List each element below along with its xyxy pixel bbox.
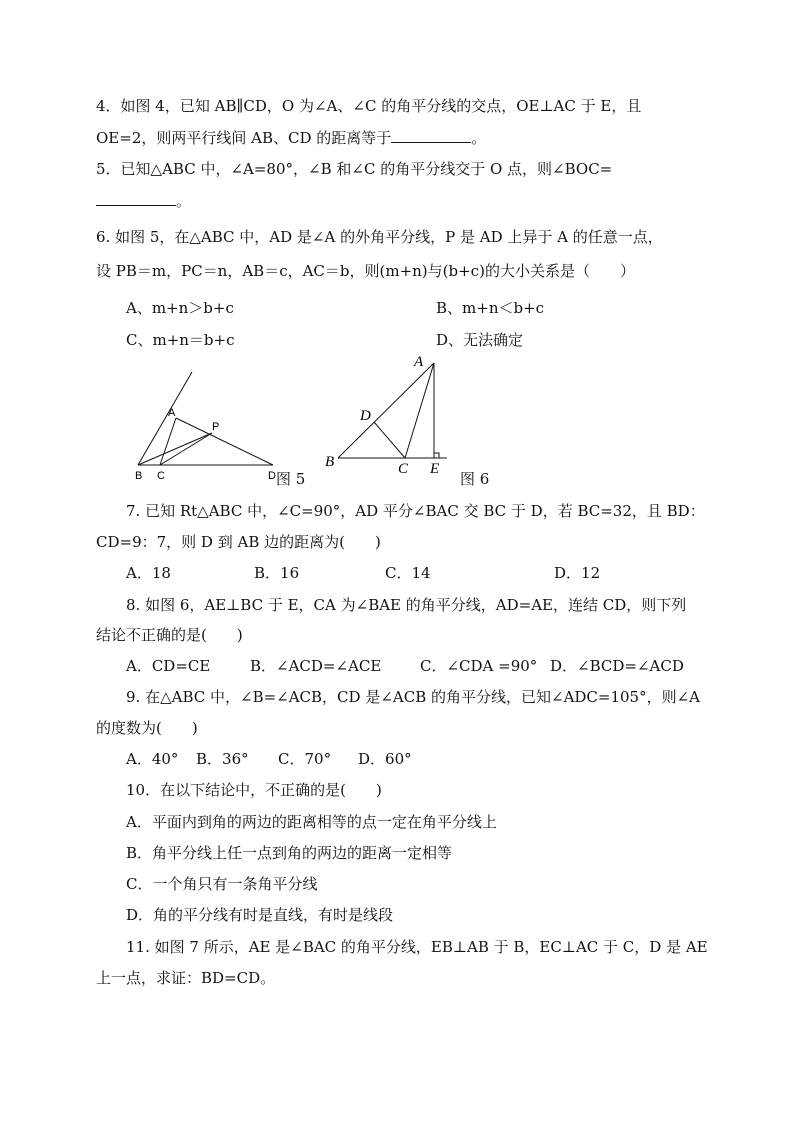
q6-option-a: A、m+n＞b+c bbox=[126, 299, 234, 317]
fig6-point-a: A bbox=[414, 354, 424, 370]
q7-line2: CD=9：7，则 D 到 AB 边的距离为( ) bbox=[96, 533, 381, 551]
fig6-line-dc bbox=[374, 422, 405, 458]
q4-line1: 4．如图 4，已知 AB∥CD，O 为∠A、∠C 的角平分线的交点，OE⊥AC 于 E，且 bbox=[96, 97, 642, 115]
q9-option-a: A．40° bbox=[126, 750, 179, 768]
fig5-point-a: A bbox=[168, 407, 176, 419]
q6-line1: 6. 如图 5，在△ABC 中，AD 是∠A 的外角平分线，P 是 AD 上异于 A 的任意一点， bbox=[96, 228, 663, 246]
q9-option-c: C．70° bbox=[278, 750, 332, 768]
q5-line1: 5．已知△ABC 中，∠A=80°，∠B 和∠C 的角平分线交于 O 点，则∠BOC= bbox=[96, 160, 613, 178]
q10-line1: 10．在以下结论中，不正确的是( ) bbox=[126, 781, 382, 799]
figure-6-caption: 图 6 bbox=[460, 470, 490, 488]
q7-line1: 7. 已知 Rt△ABC 中，∠C=90°，AD 平分∠BAC 交 BC 于 D，若 BC=32，且 BD： bbox=[126, 502, 705, 520]
fig6-point-d: D bbox=[360, 408, 371, 424]
q4-line2-text: OE=2，则两平行线间 AB、CD 的距离等于 bbox=[96, 129, 392, 147]
q6-option-b: B、m+n＜b+c bbox=[436, 299, 545, 317]
fig6-point-b: B bbox=[325, 454, 335, 470]
q8-option-d: D．∠BCD=∠ACD bbox=[550, 657, 684, 675]
q10-option-b: B．角平分线上任一点到角的两边的距离一定相等 bbox=[126, 844, 453, 862]
fig6-right-angle-mark bbox=[434, 453, 439, 458]
fig5-point-c: C bbox=[157, 470, 165, 482]
q6-line2: 设 PB＝m，PC＝n，AB＝c，AC＝b，则(m+n)与(b+c)的大小关系是（ ） bbox=[96, 262, 635, 280]
q7-option-a: A．18 bbox=[126, 564, 171, 582]
q10-option-c: C．一个角只有一条角平分线 bbox=[126, 875, 318, 893]
q9-option-d: D．60° bbox=[358, 750, 412, 768]
q7-option-b: B．16 bbox=[254, 564, 300, 582]
q7-option-d: D．12 bbox=[554, 564, 601, 582]
fig5-point-b: B bbox=[135, 470, 143, 482]
q9-option-b: B．36° bbox=[196, 750, 249, 768]
q9-line2: 的度数为( ) bbox=[96, 719, 198, 737]
q8-line2: 结论不正确的是( ) bbox=[96, 626, 243, 644]
figure-5-caption: 图 5 bbox=[276, 470, 306, 488]
fig5-point-d: D bbox=[268, 470, 276, 482]
q10-option-d: D．角的平分线有时是直线，有时是线段 bbox=[126, 906, 394, 924]
q8-line1: 8. 如图 6，AE⊥BC 于 E，CA 为∠BAE 的角平分线，AD=AE，连结 CD，则下列 bbox=[126, 596, 687, 614]
fig6-point-c: C bbox=[398, 461, 409, 477]
q8-option-c: C．∠CDA =90° bbox=[420, 657, 538, 675]
q10-option-a: A．平面内到角的两边的距离相等的点一定在角平分线上 bbox=[126, 813, 497, 831]
q9-line1: 9. 在△ABC 中，∠B=∠ACB，CD 是∠ACB 的角平分线，已知∠ADC=105°，则∠A bbox=[126, 688, 701, 706]
fig5-point-p: P bbox=[212, 421, 220, 433]
q6-option-d: D、无法确定 bbox=[436, 331, 524, 349]
fig6-point-e: E bbox=[430, 461, 440, 477]
q6-option-c: C、m+n＝b+c bbox=[126, 331, 235, 349]
q11-line2: 上一点，求证：BD=CD。 bbox=[96, 969, 276, 987]
q7-option-c: C．14 bbox=[385, 564, 431, 582]
q8-option-a: A．CD=CE bbox=[126, 657, 211, 675]
q8-option-b: B．∠ACD=∠ACE bbox=[250, 657, 382, 675]
q5-line2-end: 。 bbox=[176, 192, 192, 210]
q4-line2-end: 。 bbox=[471, 129, 487, 147]
q11-line1: 11. 如图 7 所示，AE 是∠BAC 的角平分线，EB⊥AB 于 B，EC⊥AC 于 C，D 是 AE bbox=[126, 938, 708, 956]
